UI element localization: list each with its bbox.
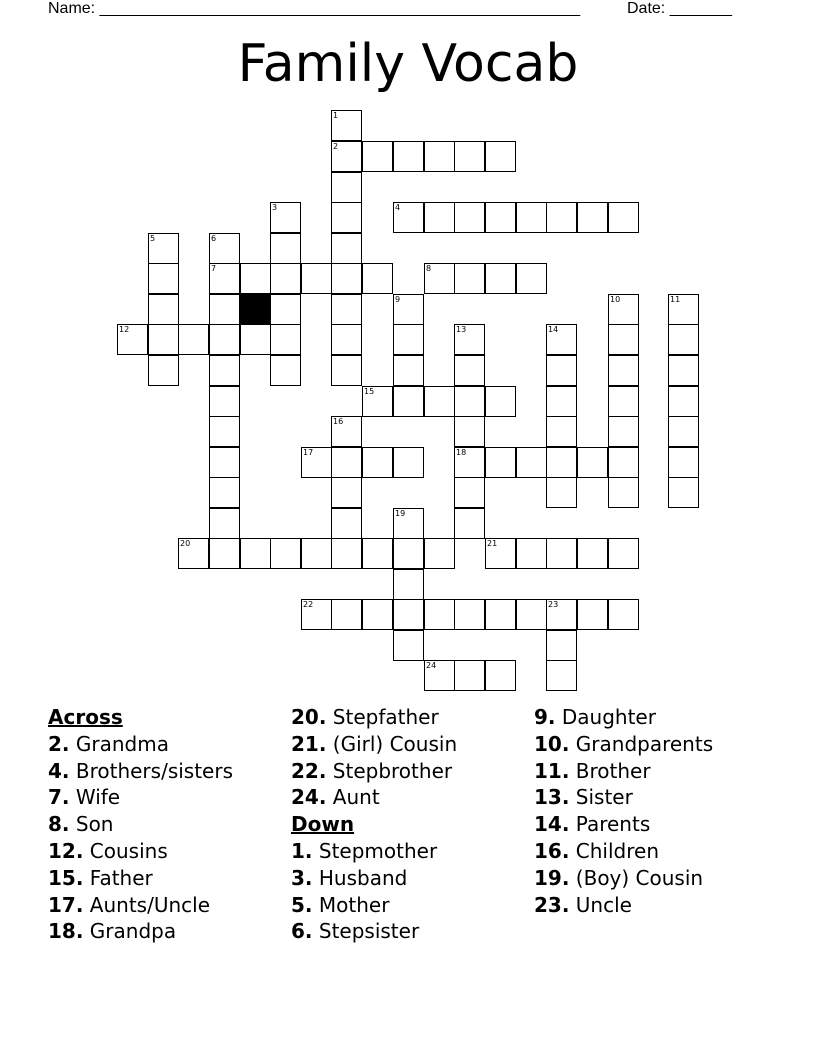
- grid-cell[interactable]: [546, 630, 577, 661]
- grid-cell[interactable]: [393, 447, 424, 478]
- grid-cell[interactable]: [362, 386, 393, 417]
- clue-item: [534, 704, 713, 731]
- clue-number: 18.: [48, 919, 84, 944]
- grid-cell[interactable]: [393, 294, 424, 325]
- grid-cell[interactable]: [608, 294, 639, 325]
- grid-cell[interactable]: [331, 141, 362, 172]
- grid-cell[interactable]: [209, 538, 240, 569]
- clue-item: [48, 731, 233, 758]
- grid-cell[interactable]: [485, 386, 516, 417]
- grid-cell[interactable]: [608, 386, 639, 417]
- grid-cell[interactable]: [209, 477, 240, 508]
- grid-cell[interactable]: [148, 233, 179, 264]
- clue-number: 19: [395, 509, 406, 518]
- clue-text: Children: [569, 838, 660, 863]
- clue-number: 10: [610, 295, 621, 304]
- grid-cell[interactable]: [331, 416, 362, 447]
- grid-cell[interactable]: [546, 324, 577, 355]
- clue-text: Grandpa: [83, 919, 177, 944]
- clue-text: Parents: [569, 812, 651, 837]
- clue-number: 14: [548, 325, 559, 334]
- grid-cell[interactable]: [301, 447, 332, 478]
- grid-cell[interactable]: [240, 324, 271, 355]
- grid-cell[interactable]: [577, 447, 608, 478]
- clue-number: 2.: [48, 731, 70, 756]
- grid-cell[interactable]: [393, 141, 424, 172]
- grid-cell[interactable]: [546, 202, 577, 233]
- grid-cell[interactable]: [668, 447, 699, 478]
- clue-item: [48, 892, 233, 919]
- clue-text: Grandma: [69, 731, 169, 756]
- grid-cell[interactable]: [485, 660, 516, 691]
- grid-cell[interactable]: [209, 416, 240, 447]
- grid-cell[interactable]: [668, 324, 699, 355]
- grid-cell[interactable]: [485, 202, 516, 233]
- clue-number: 6: [211, 234, 217, 243]
- clue-number: 16: [333, 417, 344, 426]
- grid-cell[interactable]: [270, 263, 301, 294]
- grid-cell[interactable]: [608, 599, 639, 630]
- grid-cell[interactable]: [454, 263, 485, 294]
- grid-cell[interactable]: [270, 324, 301, 355]
- clue-text: Sister: [569, 785, 633, 810]
- grid-cell[interactable]: [424, 386, 455, 417]
- grid-cell[interactable]: [301, 599, 332, 630]
- page-title: Family Vocab: [237, 34, 579, 94]
- clue-text: Brother: [569, 758, 651, 783]
- grid-cell[interactable]: [668, 355, 699, 386]
- grid-cell[interactable]: [270, 355, 301, 386]
- grid-cell[interactable]: [546, 386, 577, 417]
- grid-cell[interactable]: [454, 386, 485, 417]
- grid-cell[interactable]: [209, 233, 240, 264]
- clue-item: [291, 784, 457, 811]
- clue-item: [534, 731, 713, 758]
- grid-cell[interactable]: [362, 141, 393, 172]
- grid-cell[interactable]: [209, 263, 240, 294]
- clue-text: Aunts/Uncle: [83, 892, 210, 917]
- clue-item: [534, 811, 713, 838]
- clue-number: 13: [456, 325, 467, 334]
- grid-cell[interactable]: [270, 538, 301, 569]
- grid-cell[interactable]: [331, 294, 362, 325]
- clue-number: 20: [180, 539, 191, 548]
- clue-number: 9: [395, 295, 401, 304]
- grid-cell[interactable]: [270, 294, 301, 325]
- grid-cell[interactable]: [209, 294, 240, 325]
- grid-cell[interactable]: [393, 386, 424, 417]
- grid-cell[interactable]: [546, 660, 577, 691]
- clue-number: 19.: [534, 865, 570, 890]
- grid-cell[interactable]: [608, 477, 639, 508]
- clue-number: 15.: [48, 865, 84, 890]
- grid-cell[interactable]: [516, 447, 547, 478]
- grid-cell[interactable]: [454, 355, 485, 386]
- grid-cell[interactable]: [393, 599, 424, 630]
- clue-number: 22.: [291, 758, 327, 783]
- grid-cell[interactable]: [331, 538, 362, 569]
- clue-text: (Boy) Cousin: [569, 865, 704, 890]
- clue-text: Stepbrother: [326, 758, 453, 783]
- grid-cell[interactable]: [240, 538, 271, 569]
- grid-cell[interactable]: [331, 233, 362, 264]
- grid-cell[interactable]: [362, 263, 393, 294]
- grid-cell[interactable]: [485, 538, 516, 569]
- clue-number: 4.: [48, 758, 70, 783]
- clue-item: [291, 892, 457, 919]
- grid-cell[interactable]: [362, 599, 393, 630]
- grid-cell[interactable]: [454, 477, 485, 508]
- grid-cell[interactable]: [178, 538, 209, 569]
- clue-number: 11.: [534, 758, 570, 783]
- clue-item: [291, 918, 457, 945]
- clue-number: 11: [670, 295, 681, 304]
- grid-cell[interactable]: [668, 477, 699, 508]
- clue-number: 1.: [291, 838, 313, 863]
- grid-cell[interactable]: [209, 508, 240, 539]
- clue-number: 17.: [48, 892, 84, 917]
- clue-number: 13.: [534, 785, 570, 810]
- grid-cell[interactable]: [393, 324, 424, 355]
- clue-item: [534, 758, 713, 785]
- grid-cell[interactable]: [454, 202, 485, 233]
- grid-cell[interactable]: [393, 538, 424, 569]
- grid-cell[interactable]: [331, 477, 362, 508]
- grid-cell[interactable]: [546, 355, 577, 386]
- grid-cell[interactable]: [668, 416, 699, 447]
- clue-number: 3: [272, 203, 278, 212]
- clue-number: 21.: [291, 731, 327, 756]
- name-line: Name: ______________________________________________________: [48, 0, 581, 17]
- grid-cell[interactable]: [331, 202, 362, 233]
- clue-item: [291, 758, 457, 785]
- grid-cell[interactable]: [454, 660, 485, 691]
- grid-cell[interactable]: [331, 447, 362, 478]
- grid-cell[interactable]: [668, 386, 699, 417]
- grid-cell[interactable]: [516, 538, 547, 569]
- grid-cell[interactable]: [393, 355, 424, 386]
- grid-cell[interactable]: [516, 202, 547, 233]
- clue-item: [48, 784, 233, 811]
- grid-cell[interactable]: [209, 447, 240, 478]
- grid-cell[interactable]: [331, 324, 362, 355]
- grid-cell[interactable]: [454, 508, 485, 539]
- grid-cell[interactable]: [148, 355, 179, 386]
- clue-item: [534, 838, 713, 865]
- grid-cell[interactable]: [362, 447, 393, 478]
- clue-number: 24: [426, 661, 437, 670]
- grid-cell[interactable]: [424, 263, 455, 294]
- grid-cell[interactable]: [331, 599, 362, 630]
- clue-number: 22: [303, 600, 314, 609]
- grid-cell[interactable]: [209, 386, 240, 417]
- grid-cell[interactable]: [393, 630, 424, 661]
- grid-cell[interactable]: [516, 263, 547, 294]
- grid-cell[interactable]: [454, 599, 485, 630]
- grid-cell[interactable]: [546, 447, 577, 478]
- grid-cell[interactable]: [148, 294, 179, 325]
- grid-cell[interactable]: [240, 263, 271, 294]
- grid-cell[interactable]: [393, 569, 424, 600]
- grid-cell[interactable]: [148, 324, 179, 355]
- grid-cell[interactable]: [301, 263, 332, 294]
- clue-number: 14.: [534, 812, 570, 837]
- clue-text: Son: [69, 812, 114, 837]
- clue-item: [291, 704, 457, 731]
- clue-text: Daughter: [555, 705, 656, 729]
- clue-text: (Girl) Cousin: [326, 731, 458, 756]
- clue-text: Aunt: [326, 785, 380, 810]
- grid-cell[interactable]: [270, 233, 301, 264]
- grid-cell[interactable]: [668, 294, 699, 325]
- clue-column-3: [534, 704, 713, 918]
- clue-number: 8.: [48, 812, 70, 837]
- grid-cell[interactable]: [178, 324, 209, 355]
- grid-cell[interactable]: [209, 355, 240, 386]
- down-heading: Down: [291, 812, 355, 837]
- clue-number: 12: [119, 325, 130, 334]
- clue-item: [534, 865, 713, 892]
- grid-cell[interactable]: [393, 202, 424, 233]
- grid-cell[interactable]: [424, 538, 455, 569]
- grid-cell[interactable]: [516, 599, 547, 630]
- clue-item: [48, 838, 233, 865]
- clue-number: 1: [333, 111, 339, 120]
- clue-number: 18: [456, 448, 467, 457]
- grid-cell[interactable]: [485, 141, 516, 172]
- grid-cell[interactable]: [577, 599, 608, 630]
- clue-number: 24.: [291, 785, 327, 810]
- date-line: Date: _______: [627, 0, 732, 17]
- clue-item: [48, 758, 233, 785]
- clue-column-1: [48, 704, 233, 945]
- clue-number: 9.: [534, 705, 556, 729]
- clue-number: 23: [548, 600, 559, 609]
- grid-cell[interactable]: [424, 660, 455, 691]
- clue-item: [291, 838, 457, 865]
- grid-cell[interactable]: [485, 263, 516, 294]
- grid-cell[interactable]: [608, 355, 639, 386]
- clue-number: 15: [364, 387, 375, 396]
- grid-cell[interactable]: [331, 355, 362, 386]
- grid-cell[interactable]: [209, 324, 240, 355]
- grid-cell[interactable]: [577, 538, 608, 569]
- clue-number: 2: [333, 142, 339, 151]
- grid-cell[interactable]: [546, 477, 577, 508]
- clue-number: 5.: [291, 892, 313, 917]
- clue-number: 3.: [291, 865, 313, 890]
- clue-number: 17: [303, 448, 314, 457]
- grid-cell[interactable]: [546, 599, 577, 630]
- grid-cell[interactable]: [608, 447, 639, 478]
- grid-cell[interactable]: [608, 202, 639, 233]
- grid-cell[interactable]: [546, 416, 577, 447]
- clue-number: 4: [395, 203, 401, 212]
- clue-text: Wife: [69, 785, 121, 810]
- grid-cell[interactable]: [608, 324, 639, 355]
- clue-number: 16.: [534, 838, 570, 863]
- grid-cell[interactable]: [331, 172, 362, 203]
- clue-number: 12.: [48, 838, 84, 863]
- grid-cell[interactable]: [301, 538, 332, 569]
- grid-cell[interactable]: [454, 447, 485, 478]
- clue-number: 7: [211, 264, 217, 273]
- clue-number: 10.: [534, 731, 570, 756]
- grid-cell[interactable]: [608, 416, 639, 447]
- grid-cell[interactable]: [270, 202, 301, 233]
- clue-text: Husband: [312, 865, 408, 890]
- clue-item: [48, 865, 233, 892]
- grid-cell[interactable]: [577, 202, 608, 233]
- grid-cell[interactable]: [608, 538, 639, 569]
- grid-cell[interactable]: [546, 538, 577, 569]
- clue-text: Stepsister: [312, 919, 420, 944]
- clue-number: 23.: [534, 892, 570, 917]
- grid-cell[interactable]: [117, 324, 148, 355]
- clue-item: [48, 918, 233, 945]
- grid-cell[interactable]: [424, 202, 455, 233]
- across-heading: Across: [48, 705, 123, 729]
- grid-cell[interactable]: [454, 324, 485, 355]
- grid-cell[interactable]: [485, 599, 516, 630]
- clue-number: 5: [150, 234, 156, 243]
- clue-number: 6.: [291, 919, 313, 944]
- clue-number: 20.: [291, 705, 327, 729]
- grid-cell[interactable]: [393, 508, 424, 539]
- clue-text: Father: [83, 865, 153, 890]
- grid-cell[interactable]: [331, 508, 362, 539]
- clue-text: Grandparents: [569, 731, 714, 756]
- clue-text: Stepmother: [312, 838, 438, 863]
- clue-item: [48, 811, 233, 838]
- clue-number: 8: [426, 264, 432, 273]
- clue-text: Mother: [312, 892, 390, 917]
- clue-number: 7.: [48, 785, 70, 810]
- clue-column-2: [291, 704, 457, 945]
- grid-cell[interactable]: [424, 599, 455, 630]
- clue-text: Uncle: [569, 892, 632, 917]
- clue-text: Brothers/sisters: [69, 758, 234, 783]
- clue-item: [534, 784, 713, 811]
- grid-cell[interactable]: [362, 538, 393, 569]
- clue-text: Cousins: [83, 838, 168, 863]
- grid-cell[interactable]: [331, 110, 362, 141]
- grid-cell[interactable]: [454, 141, 485, 172]
- grid-cell[interactable]: [485, 447, 516, 478]
- black-cell: [240, 294, 271, 325]
- clue-item: [291, 865, 457, 892]
- grid-cell[interactable]: [331, 263, 362, 294]
- grid-cell[interactable]: [454, 416, 485, 447]
- clue-item: [534, 892, 713, 919]
- clue-number: 21: [487, 539, 498, 548]
- grid-cell[interactable]: [424, 141, 455, 172]
- grid-cell[interactable]: [148, 263, 179, 294]
- clue-text: Stepfather: [326, 705, 439, 729]
- clue-item: [291, 731, 457, 758]
